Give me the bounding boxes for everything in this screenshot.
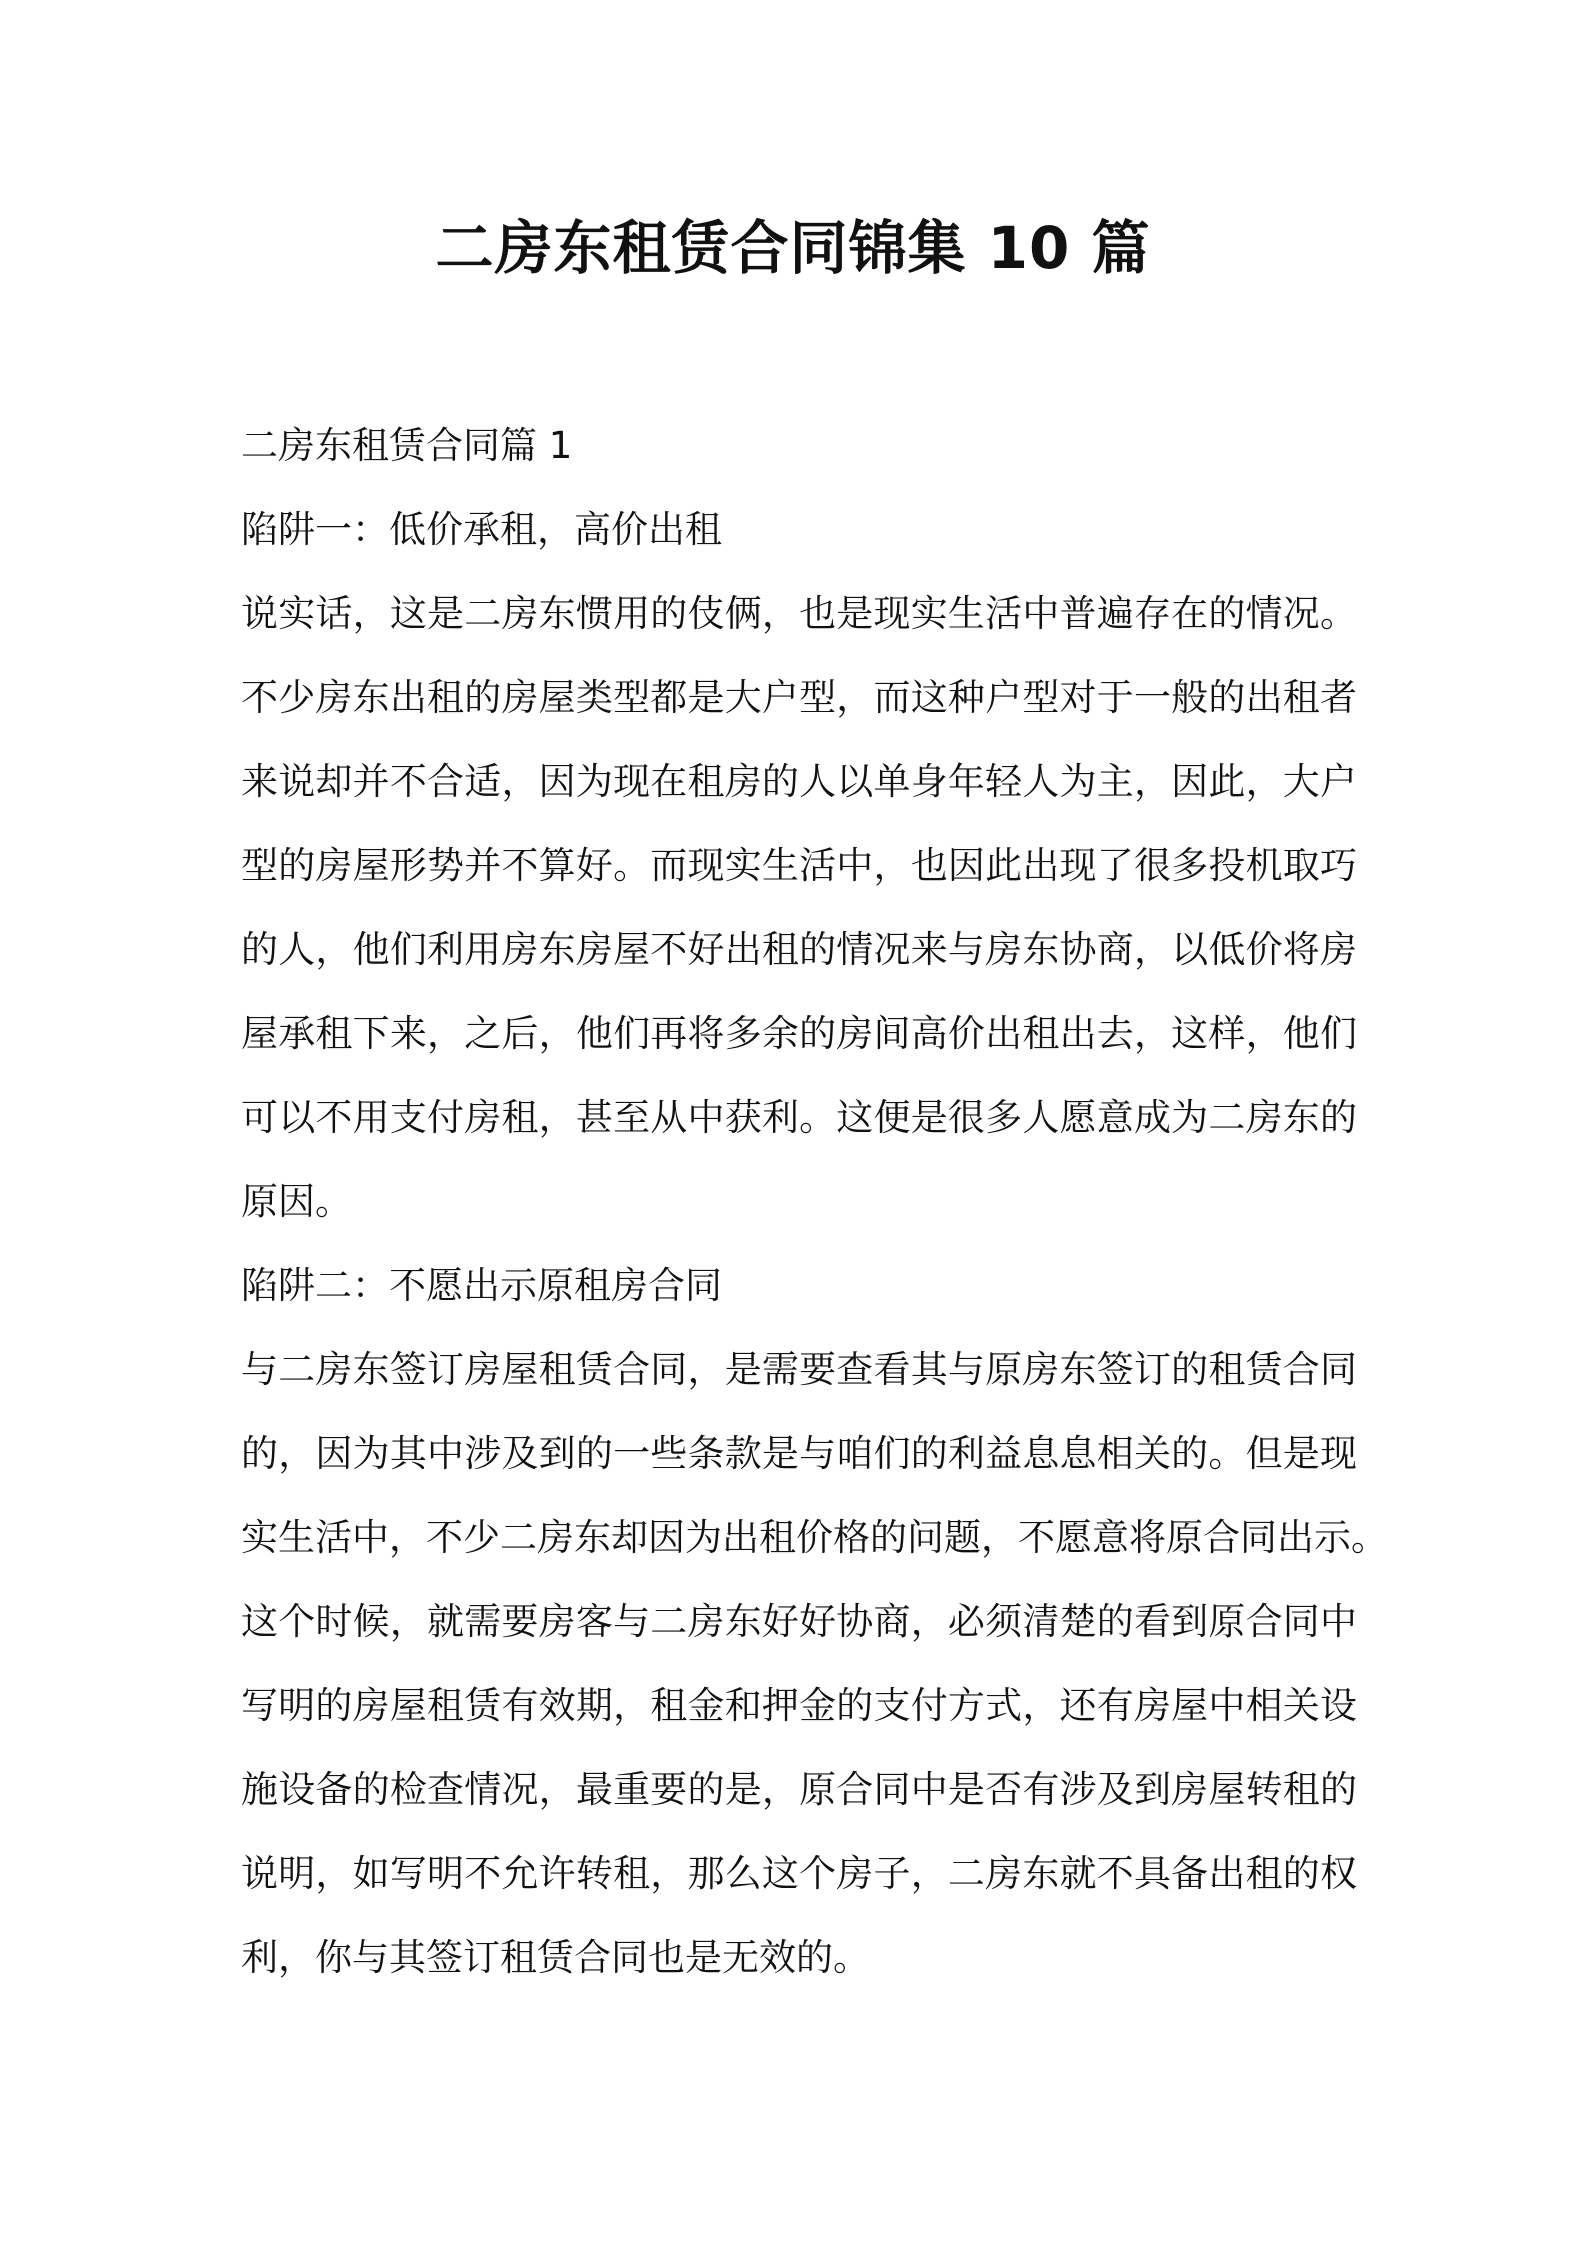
paragraph-line: 说明，如写明不允许转租，那么这个房子，二房东就不具备出租的权: [241, 1852, 1357, 1895]
document-body: [241, 404, 1388, 2000]
trap2-paragraph: [241, 1328, 1388, 2000]
paragraph-line: 的人，他们利用房东房屋不好出租的情况来与房东协商，以低价将房: [241, 928, 1357, 971]
paragraph-line: 来说却并不合适，因为现在租房的人以单身年轻人为主，因此，大户: [241, 760, 1357, 803]
section-heading: 二房东租赁合同篇 1: [241, 424, 573, 467]
paragraph-line: 原因。: [241, 1180, 352, 1223]
trap1-paragraph: [241, 572, 1357, 1244]
paragraph-line: 与二房东签订房屋租赁合同，是需要查看其与原房东签订的租赁合同: [241, 1348, 1357, 1391]
paragraph-line: 实生活中，不少二房东却因为出租价格的问题，不愿意将原合同出示。: [241, 1516, 1388, 1559]
trap1-heading: 陷阱一：低价承租，高价出租: [241, 508, 722, 551]
paragraph-line: 型的房屋形势并不算好。而现实生活中，也因此出现了很多投机取巧: [241, 844, 1357, 887]
paragraph-line: 施设备的检查情况，最重要的是，原合同中是否有涉及到房屋转租的: [241, 1768, 1357, 1811]
paragraph-line: 不少房东出租的房屋类型都是大户型，而这种户型对于一般的出租者: [241, 676, 1357, 719]
document-title: 二房东租赁合同锦集 10 篇: [435, 214, 1151, 282]
paragraph-line: 屋承租下来，之后，他们再将多余的房间高价出租出去，这样，他们: [241, 1012, 1357, 1055]
paragraph-line: 这个时候，就需要房客与二房东好好协商，必须清楚的看到原合同中: [241, 1600, 1357, 1643]
trap2-heading: 陷阱二：不愿出示原租房合同: [241, 1264, 722, 1307]
paragraph-line: 利，你与其签订租赁合同也是无效的。: [241, 1936, 870, 1979]
paragraph-line: 可以不用支付房租，甚至从中获利。这便是很多人愿意成为二房东的: [241, 1096, 1357, 1139]
paragraph-line: 写明的房屋租赁有效期，租金和押金的支付方式，还有房屋中相关设: [241, 1684, 1357, 1727]
paragraph-line: 的，因为其中涉及到的一些条款是与咱们的利益息息相关的。但是现: [241, 1432, 1357, 1475]
paragraph-line: 说实话，这是二房东惯用的伎俩，也是现实生活中普遍存在的情况。: [241, 592, 1357, 635]
